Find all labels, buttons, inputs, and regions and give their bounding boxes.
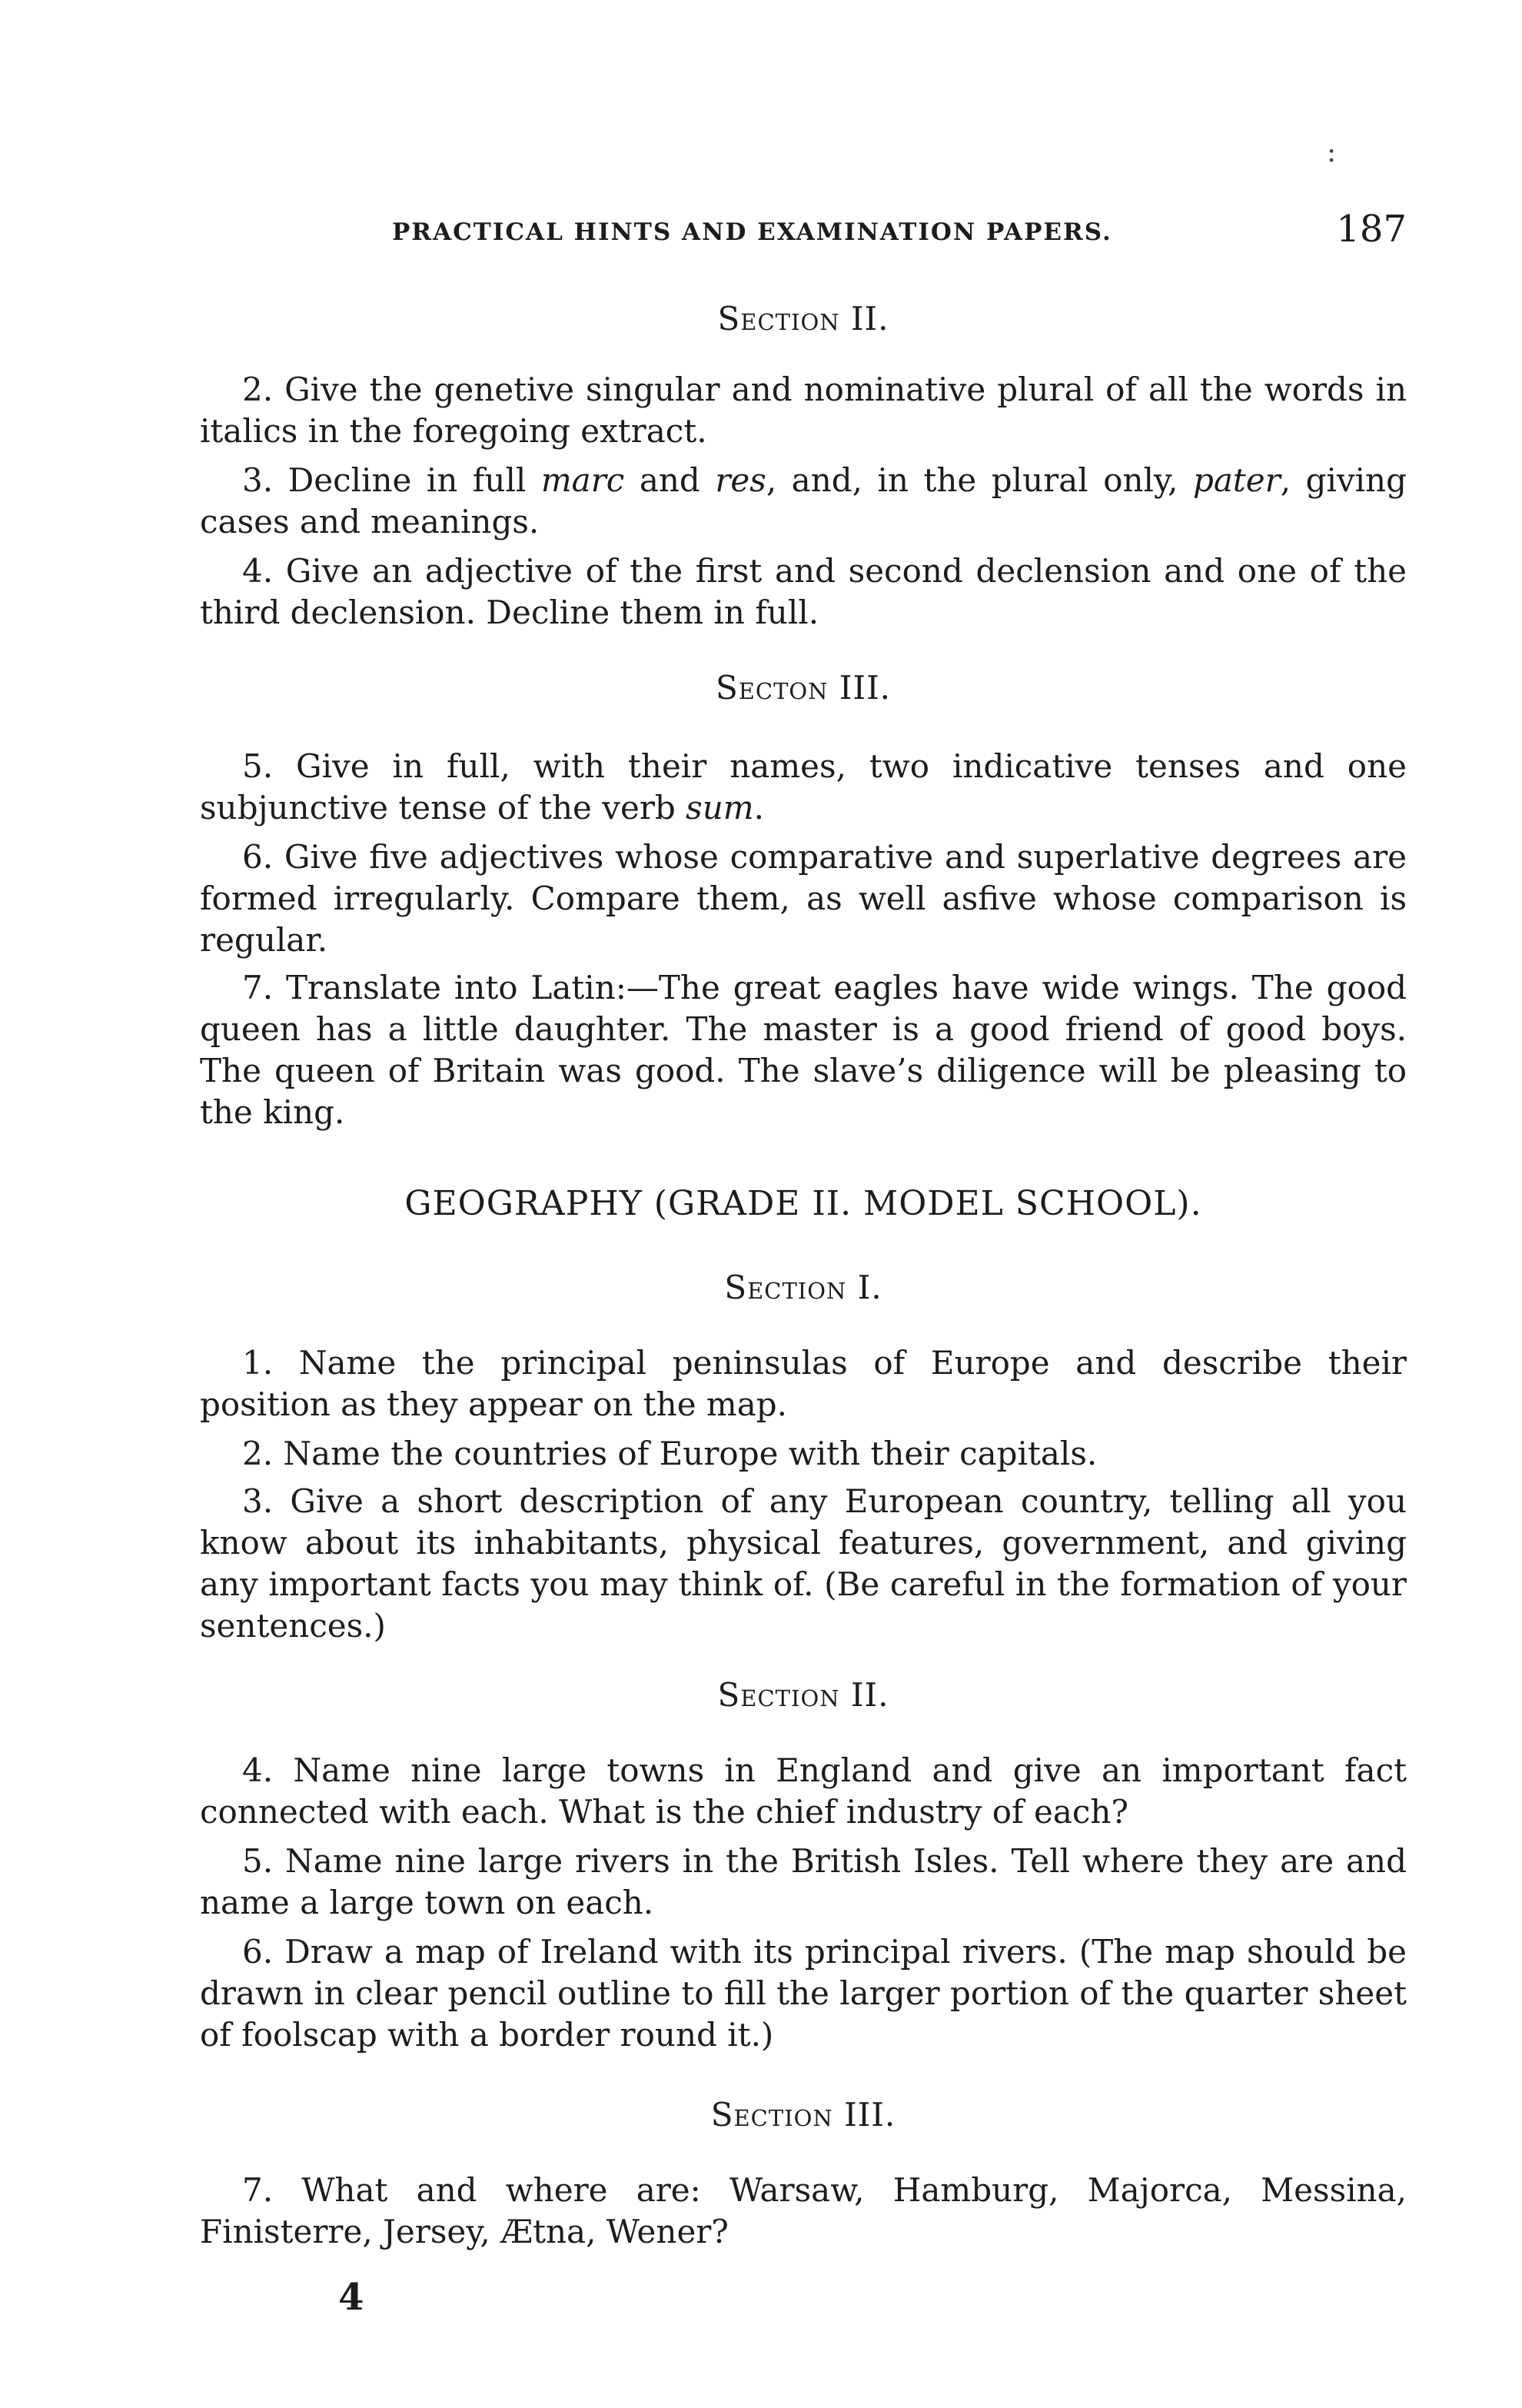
latin-question-3 [200,460,1407,543]
geography-question-7: 7. What and where are: Warsaw, Hamburg, Majorca, Messina, Finisterre, Jersey, Ætna, Wener? [200,2171,1407,2250]
q3-italic-marc: marc [540,461,625,499]
page-header [200,208,1407,261]
running-title: PRACTICAL HINTS AND EXAMINATION PAPERS. [392,218,1112,246]
geography-question-5: 5. Name nine large rivers in the British Isles. Tell where they are and name a large town on each. [200,1842,1407,1921]
q5-italic-sum: sum [686,789,754,827]
geography-question-2: 2. Name the countries of Europe with their capitals. [242,1435,1098,1472]
q3-text-b: and [624,461,716,499]
latin-question-5 [200,746,1407,829]
q3-text-a: 3. Decline in full [242,461,541,499]
latin-question-7: 7. Translate into Latin:—The great eagles have wide wings. The good queen has a little daughter. The master is a good friend of good boys. The queen of Britain was good. The slave’s diligence will be pleasing to the king. [200,969,1407,1131]
geography-section-2-heading: Section II. [717,1676,889,1714]
geography-question-1: 1. Name the principal peninsulas of Europe and describe their position as they appear on the map. [200,1344,1407,1423]
q5-text-b: . [753,789,764,827]
geography-title: GEOGRAPHY (GRADE II. MODEL SCHOOL). [404,1184,1202,1223]
geography-question-3: 3. Give a short description of any European country, telling all you know about its inhabitants, physical features, government, and giving any important facts you may think of. (Be careful in the formation of your sentences.) [200,1482,1407,1645]
q3-italic-pater: pater [1192,461,1281,499]
margin-mark: : [1327,137,1337,168]
latin-question-2: 2. Give the genetive singular and nominative plural of all the words in italics in the foregoing extract. [200,371,1407,450]
geography-question-6: 6. Draw a map of Ireland with its principal rivers. (The map should be drawn in clear pencil outline to fill the larger portion of the quarter sheet of foolscap with a border round it.) [200,1933,1407,2054]
geography-question-4: 4. Name nine large towns in England and give an important fact connected with each. What is the chief industry of each? [200,1751,1407,1831]
latin-section-2-heading: Section II. [717,300,889,338]
latin-section-3-heading: Secton III. [715,669,892,707]
q5-text-a: 5. Give in full, with their names, two indicative tenses and one subjunctive tense of the verb [200,747,1407,827]
q3-italic-res: res [715,461,766,499]
latin-question-4: 4. Give an adjective of the first and second declension and one of the third declension. Decline them in full. [200,552,1407,631]
page-number: 187 [1336,208,1407,251]
q3-text-c: , and, in the plural only, [766,461,1193,499]
geography-section-3-heading: Section III. [710,2096,896,2134]
q3-text-d: , giving cases and meanings. [200,461,1407,540]
signature-mark: 4 [338,2276,364,2319]
page [200,0,1407,2408]
geography-section-1-heading: Section I. [724,1269,882,1306]
latin-question-6: 6. Give five adjectives whose comparative and superlative degrees are formed irregularly. Compare them, as well asfive whose comparison is regular. [200,838,1407,959]
